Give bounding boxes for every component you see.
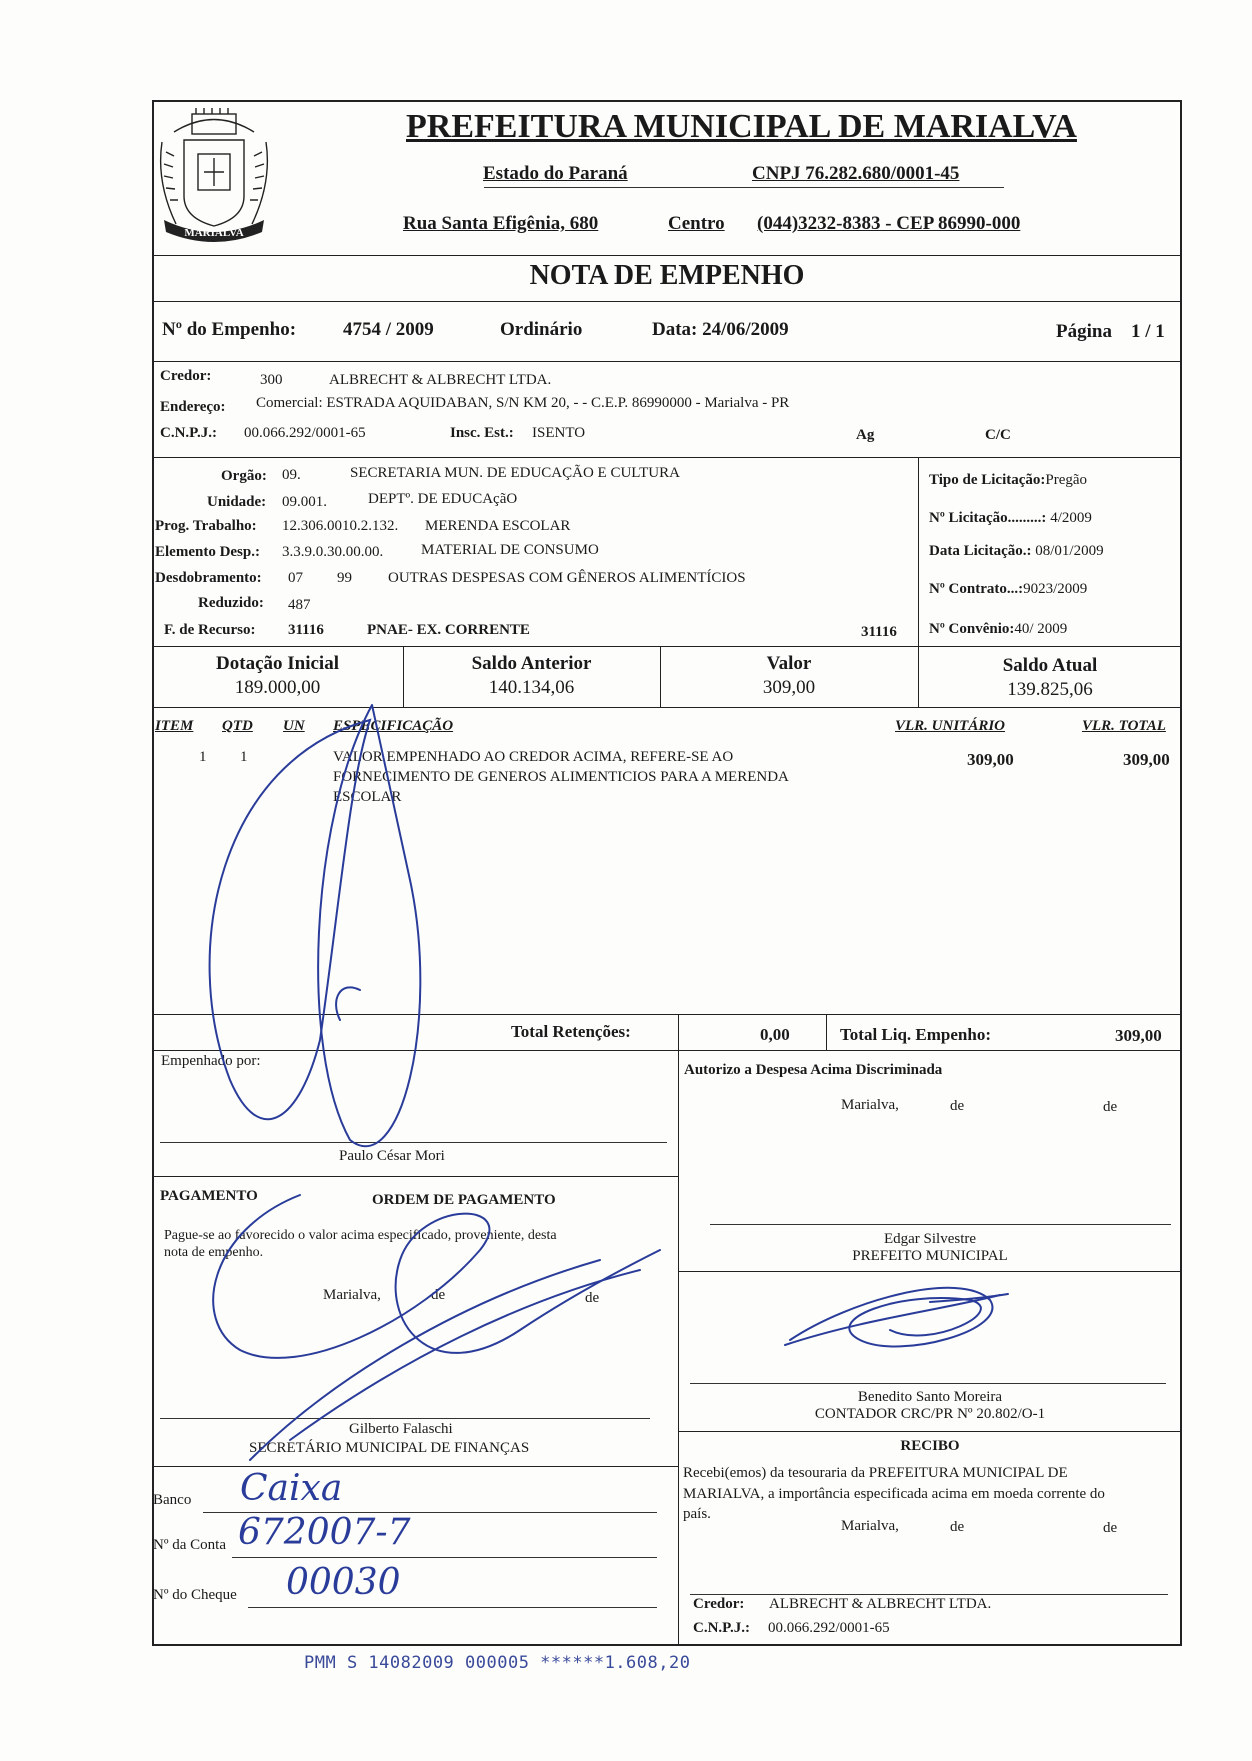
ordem-pagamento-title: ORDEM DE PAGAMENTO [372, 1192, 556, 1208]
item-unit-value: 309,00 [967, 750, 1014, 769]
page-number: 1 / 1 [1131, 321, 1165, 342]
divider [152, 1466, 678, 1467]
elemento-name: MATERIAL DE CONSUMO [421, 542, 599, 558]
divider [826, 1014, 827, 1050]
divider [678, 1014, 679, 1646]
agency-label: Ag [856, 427, 875, 443]
licitacao-date-label: Data Licitação.: 08/01/2009 [929, 543, 1104, 559]
saldo-anterior-label: Saldo Anterior [471, 653, 592, 674]
orgao-name: SECRETARIA MUN. DE EDUCAÇÃO E CULTURA [350, 465, 680, 481]
licitacao-type-label: Tipo de Licitação:Pregão [929, 472, 1088, 488]
recibo-cnpj-label: C.N.P.J.: [693, 1620, 750, 1636]
cnpj-header: CNPJ 76.282.680/0001-45 [752, 163, 960, 184]
unidade-label: Unidade: [207, 494, 267, 510]
divider [152, 1050, 1182, 1051]
empenho-date: Data: 24/06/2009 [652, 319, 789, 340]
recibo-credor-label: Credor: [693, 1596, 745, 1612]
divider [152, 1014, 1182, 1015]
recibo-text-line-2: MARIALVA, a importância especificada acima em moeda corrente do [683, 1486, 1105, 1502]
convenio-number-label: Nº Convênio:40/ 2009 [929, 621, 1068, 637]
recibo-text-line-3: país. [683, 1506, 711, 1522]
dotacao-value: 189.000,00 [234, 677, 321, 698]
recibo-de-2: de [1103, 1520, 1118, 1536]
retencoes-value: 0,00 [760, 1025, 790, 1044]
prog-label: Prog. Trabalho: [155, 518, 257, 534]
autorizo-de-2: de [1103, 1099, 1118, 1115]
recibo-credor-name: ALBRECHT & ALBRECHT LTDA. [769, 1596, 992, 1612]
secretario-signer: Gilberto Falaschi [349, 1421, 453, 1437]
credor-cnpj: 00.066.292/0001-65 [244, 425, 366, 441]
conta-handwritten: 672007-7 [238, 1512, 411, 1553]
item-desc-line-1: VALOR EMPENHADO AO CREDOR ACIMA, REFERE-SE AO [333, 749, 734, 765]
credor-name: ALBRECHT & ALBRECHT LTDA. [329, 372, 552, 388]
recibo-text-line-1: Recebi(emos) da tesouraria da PREFEITURA MUNICIPAL DE [683, 1465, 1068, 1481]
pagamento-text-line-1: Pague-se ao favorecido o valor acima especificado, proveniente, desta [164, 1228, 557, 1243]
item-qty: 1 [240, 749, 248, 765]
desdobramento-name: OUTRAS DESPESAS COM GÊNEROS ALIMENTÍCIOS [388, 570, 746, 586]
unidade-code: 09.001. [282, 494, 327, 510]
prefeito-role: PREFEITO MUNICIPAL [852, 1248, 1008, 1264]
empenhado-signer: Paulo César Mori [339, 1148, 445, 1164]
divider [152, 301, 1182, 302]
item-desc-line-2: FORNECIMENTO DE GENEROS ALIMENTICIOS PARA A MERENDA [333, 769, 789, 785]
recibo-title: RECIBO [900, 1438, 960, 1454]
saldo-atual-label: Saldo Atual [1002, 655, 1098, 676]
insc-value: ISENTO [532, 425, 586, 441]
secretario-role: SECRETÁRIO MUNICIPAL DE FINANÇAS [249, 1440, 530, 1456]
crest-banner-text: MARIALVA [184, 227, 244, 239]
prefeito-signer: Edgar Silvestre [883, 1231, 977, 1247]
divider [152, 255, 1182, 256]
divider [152, 1176, 678, 1177]
banco-handwritten: Caixa [240, 1468, 343, 1509]
saldo-atual-value: 139.825,06 [1007, 679, 1093, 700]
credor-label: Credor: [160, 368, 212, 384]
reduzido-value: 487 [288, 597, 311, 613]
pagamento-de-2: de [585, 1290, 600, 1306]
state-name: Estado do Paraná [483, 163, 628, 184]
item-number: 1 [199, 749, 207, 765]
divider [152, 646, 1182, 647]
col-total-header: VLR. TOTAL [1082, 718, 1166, 734]
conta-label: Nº da Conta [153, 1537, 226, 1553]
municipal-crest-icon [154, 102, 274, 252]
pagamento-title: PAGAMENTO [160, 1188, 258, 1204]
divider [152, 707, 1182, 708]
account-label: C/C [985, 427, 1011, 443]
col-espec-header: ESPECIFICAÇÃO [333, 718, 454, 734]
desdobramento-code-1: 07 [288, 570, 303, 586]
pagamento-text-line-2: nota de empenho. [164, 1245, 264, 1260]
district-name: Centro [668, 213, 725, 234]
recibo-place: Marialva, [841, 1518, 899, 1534]
municipality-title: PREFEITURA MUNICIPAL DE MARIALVA [406, 108, 1077, 145]
recibo-cnpj-value: 00.066.292/0001-65 [768, 1620, 890, 1636]
empenho-number-label: Nº do Empenho: [162, 319, 297, 340]
saldo-anterior-value: 140.134,06 [488, 677, 575, 698]
divider [152, 361, 1182, 362]
payment-stamp: PMM S 14082009 000005 ******1.608,20 [304, 1653, 691, 1673]
pagamento-de-1: de [431, 1287, 446, 1303]
address-label: Endereço: [160, 399, 226, 415]
elemento-code: 3.3.9.0.30.00.00. [282, 544, 384, 560]
item-total-value: 309,00 [1123, 750, 1170, 769]
recurso-label: F. de Recurso: [164, 622, 256, 638]
cheque-handwritten: 00030 [286, 1562, 401, 1603]
insc-label: Insc. Est.: [450, 425, 514, 441]
col-un-header: UN [283, 718, 305, 734]
liquido-value: 309,00 [1115, 1026, 1162, 1045]
licitacao-number-label: Nº Licitação.........: 4/2009 [929, 510, 1092, 526]
credor-code: 300 [260, 372, 283, 388]
divider [152, 457, 1182, 458]
contador-signer: Benedito Santo Moreira [857, 1389, 1003, 1405]
page-label: Página [1056, 321, 1112, 342]
contract-number-label: Nº Contrato...:9023/2009 [929, 581, 1088, 597]
divider [678, 1271, 1182, 1272]
col-unit-header: VLR. UNITÁRIO [895, 718, 1006, 734]
item-desc-line-3: ESCOLAR [333, 789, 402, 805]
empenho-number: 4754 / 2009 [343, 319, 434, 340]
unidade-name: DEPTº. DE EDUCAçãO [368, 491, 518, 507]
pagamento-place: Marialva, [323, 1287, 381, 1303]
recurso-code: 31116 [288, 622, 324, 638]
autorizo-place: Marialva, [841, 1097, 899, 1113]
valor-label: Valor [766, 653, 812, 674]
contador-role: CONTADOR CRC/PR Nº 20.802/O-1 [814, 1406, 1046, 1422]
valor-value: 309,00 [762, 677, 816, 698]
recibo-de-1: de [950, 1519, 965, 1535]
col-qtd-header: QTD [222, 718, 253, 734]
recurso-code-2: 31116 [861, 624, 897, 640]
elemento-label: Elemento Desp.: [155, 544, 260, 560]
dotacao-label: Dotação Inicial [216, 653, 339, 674]
desdobramento-label: Desdobramento: [155, 570, 262, 586]
desdobramento-code-2: 99 [337, 570, 352, 586]
orgao-code: 09. [282, 467, 301, 483]
divider [678, 1431, 1182, 1432]
reduzido-label: Reduzido: [198, 595, 264, 611]
cheque-label: Nº do Cheque [153, 1587, 237, 1603]
autorizo-de-1: de [950, 1098, 965, 1114]
phone-cep: (044)3232-8383 - CEP 86990-000 [757, 213, 1021, 234]
empenhado-label: Empenhado por: [161, 1053, 261, 1069]
cnpj-label: C.N.P.J.: [160, 425, 217, 441]
credor-address: Comercial: ESTRADA AQUIDABAN, S/N KM 20, - - C.E.P. 86990000 - Marialva - PR [256, 395, 790, 411]
recurso-name: PNAE- EX. CORRENTE [367, 622, 530, 638]
document-title: NOTA DE EMPENHO [529, 260, 805, 291]
empenho-type: Ordinário [500, 319, 583, 340]
prog-code: 12.306.0010.2.132. [282, 518, 399, 534]
retencoes-label: Total Retenções: [511, 1022, 631, 1041]
orgao-label: Orgão: [221, 468, 267, 484]
liquido-label: Total Liq. Empenho: [840, 1025, 991, 1044]
street-address: Rua Santa Efigênia, 680 [403, 213, 599, 234]
prog-name: MERENDA ESCOLAR [425, 518, 571, 534]
autorizo-title: Autorizo a Despesa Acima Discriminada [684, 1062, 943, 1078]
banco-label: Banco [153, 1492, 192, 1508]
col-item-header: ITEM [155, 718, 194, 734]
